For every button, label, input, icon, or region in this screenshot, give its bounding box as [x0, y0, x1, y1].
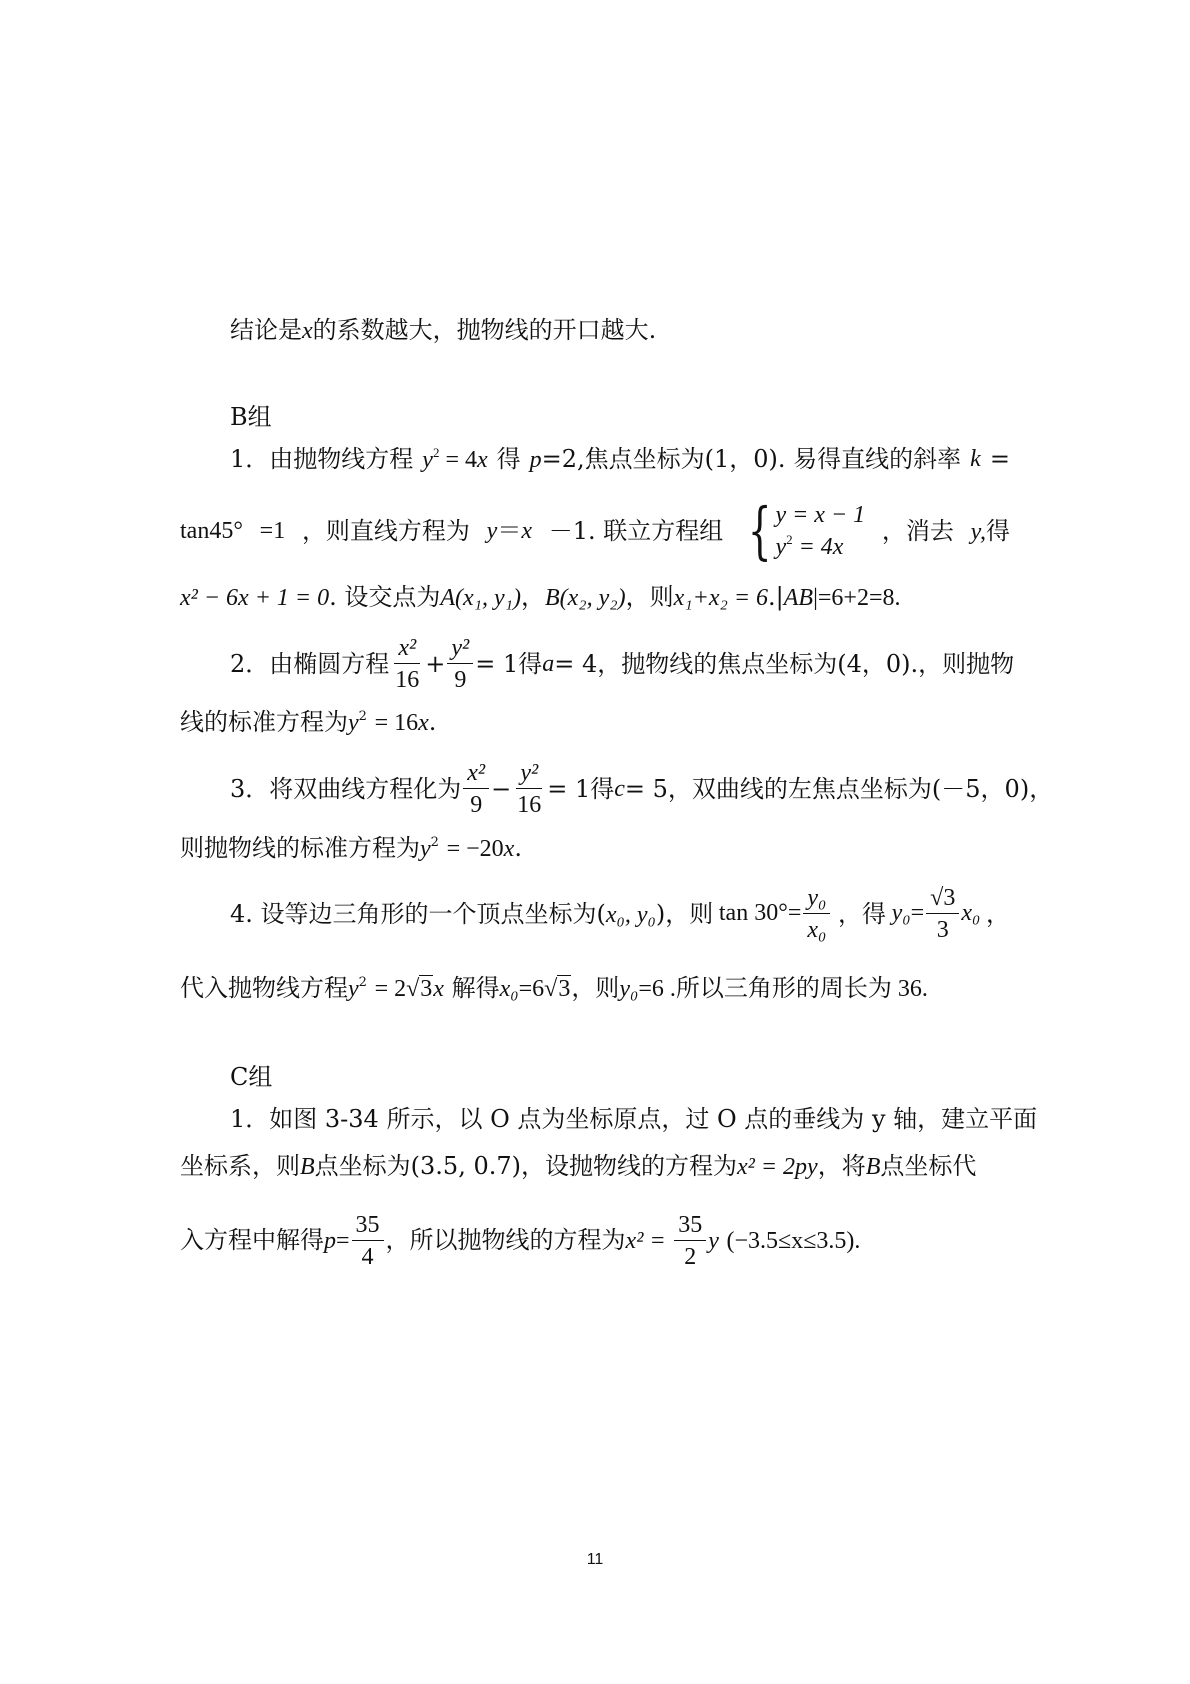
b4-line-1: 4. 设等边三角形的一个顶点坐标为(x₀, y₀)，则 tan 30°= $\frac{\text{y₀}}{\text{x₀}}$ ，得 y₀= $\frac{√3}{3}$ x₀ ，	[230, 885, 1010, 944]
page-number: 11	[586, 1551, 604, 1568]
c1-line-3: 入方程中解得p= $\frac{35}{4}$ ，所以抛物线的方程为x² = $\frac{35}{2}$ y (−3.5≤x≤3.5).	[180, 1212, 861, 1271]
b4-line-2: 代入抛物线方程$y^2 = 2√3x$ 解得x₀=6√3，则y₀=6 .所以三角形的周长为 36.	[180, 974, 928, 1002]
c1-line-1: 1．如图 3-34 所示，以 O 点为坐标原点，过 O 点的垂线为 y 轴，建立平面	[230, 1105, 1038, 1133]
b3-line-1: 3．将双曲线方程化为 $\frac{\text{x²}}{9}$ − $\frac{\text{y²}}{16}$ = 1得 c = 5，双曲线的左焦点坐标为(－5，0)，	[230, 760, 1054, 819]
b1-line-2: tan45° =1 ，则直线方程为 y＝x －1. 联立方程组 { y = x − 1 $y^2 = 4x$ ，消去 y,得	[180, 494, 1010, 567]
b1-line-1: 1．由抛物线方程 $y^2 = 4x$ 得 p=2,焦点坐标为(1，0). 易得直线的斜率 k =	[230, 444, 1010, 473]
equation-system: { y = x − 1 $y^2 = 4x$	[747, 494, 866, 567]
b2-line-1: 2．由椭圆方程 $\frac{\text{x²}}{16}$ + $\frac{\text{y²}}{9}$ = 1得 a = 4，抛物线的焦点坐标为(4，0).，则抛物	[230, 635, 1015, 694]
b1-line-3: x² − 6x + 1 = 0. 设交点为A(x₁, y₁)，B(x₂, y₂)，则x₁+x₂ = 6.|AB|=6+2=8.	[180, 583, 901, 611]
conclusion-line: 结论是x的系数越大，抛物线的开口越大.	[230, 316, 657, 344]
c1-line-2: 坐标系，则B点坐标为(3.5, 0.7)，设抛物线的方程为x² = 2py，将B点坐标代	[180, 1152, 977, 1180]
b2-line-2: 线的标准方程为$y^2 = 16x$.	[180, 708, 437, 736]
group-b-heading: B组	[230, 403, 272, 431]
b3-line-2: 则抛物线的标准方程为$y^2 = -20x$.	[180, 834, 522, 862]
group-c-heading: C组	[230, 1063, 273, 1091]
